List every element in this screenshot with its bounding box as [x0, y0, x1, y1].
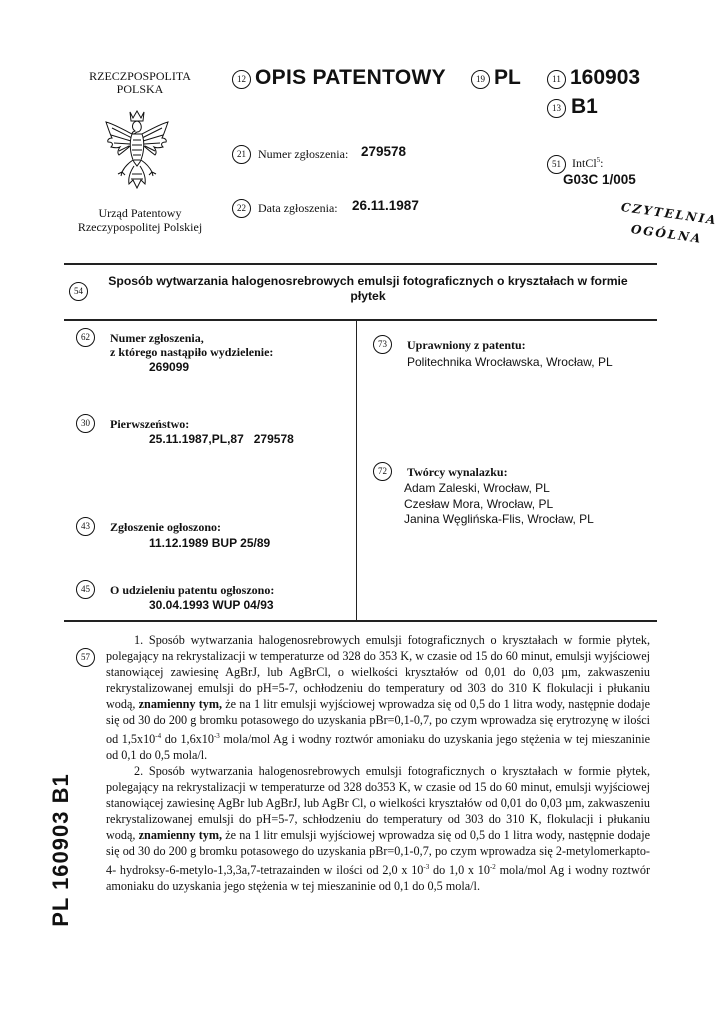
owner-value: Politechnika Wrocławska, Wrocław, PL — [407, 355, 613, 369]
division-value: 269099 — [149, 360, 190, 374]
country-line2: POLSKA — [116, 82, 164, 96]
priority-label: Pierwszeństwo: — [110, 417, 190, 431]
owner-label: Uprawniony z patentu: — [407, 338, 526, 352]
priority-value: 25.11.1987,PL,87 279578 — [149, 432, 294, 446]
application-number: 279578 — [361, 144, 407, 159]
division-label — [110, 331, 273, 359]
inid-code-19: 19 — [471, 70, 490, 89]
patent-title-line2: płytek — [350, 289, 386, 303]
claim-1-exp-2: -3 — [213, 732, 220, 740]
division-label-line1: Numer zgłoszenia, — [110, 331, 204, 345]
patent-office-name — [55, 206, 225, 234]
document-title: OPIS PATENTOWY — [255, 66, 446, 89]
granted-value: 30.04.1993 WUP 04/93 — [149, 598, 274, 612]
library-stamp-line2: OGÓLNA — [630, 222, 704, 246]
inid-code-30: 30 — [76, 414, 95, 433]
claim-1-exp-1: -4 — [155, 732, 162, 740]
inid-code-51: 51 — [547, 155, 566, 174]
application-number-label: Numer zgłoszenia: — [258, 147, 349, 161]
claim-1-text-c: do 1,6x10 — [161, 732, 214, 746]
patent-number: 160903 — [570, 66, 641, 89]
int-cl-sup: 5 — [596, 156, 601, 164]
inid-code-22: 22 — [232, 199, 251, 218]
published-label: Zgłoszenie ogłoszono: — [110, 520, 221, 534]
claim-2 — [106, 763, 650, 894]
division-label-line2: z którego nastąpiło wydzielenie: — [110, 345, 274, 359]
inventor-1: Adam Zaleski, Wrocław, PL — [404, 481, 550, 495]
side-patent-label: PL 160903 B1 — [48, 773, 73, 927]
inid-code-73: 73 — [373, 335, 392, 354]
country-code: PL — [494, 66, 521, 89]
inid-code-12: 12 — [232, 70, 251, 89]
claim-2-characterising: znamienny tym, — [138, 828, 223, 842]
inid-code-72: 72 — [373, 462, 392, 481]
granted-label: O udzieleniu patentu ogłoszono: — [110, 583, 275, 597]
published-value: 11.12.1989 BUP 25/89 — [149, 536, 271, 550]
patent-title — [98, 274, 638, 304]
claims-text — [106, 632, 650, 894]
claim-2-text-c: do 1,0 x 10 — [429, 863, 490, 877]
inventor-2: Czesław Mora, Wrocław, PL — [404, 496, 554, 511]
eagle-emblem-icon — [102, 108, 172, 192]
country-name — [70, 70, 210, 96]
claim-1-text-a: 1. Sposób wytwarzania halogenosrebrowych emulsji fotograficznych o kryształach w formie płytek, polegający na rekrystalizacji w temperaturze od 328 do 353 K, w czasie od 15 do 60 minut, emulsji wyjściowej stanowiącej zawiesinę AgBrJ, lub AgBrCl, o wielkości kryształów od 0,01 do 0,03 µm, zakwaszeniu rekrystalizowanej emulsji do pH=5-7, ochłodzeniu do temperatury od 303 do 310 K flokulacji i płukaniu wodą, — [106, 633, 650, 711]
inid-code-57: 57 — [76, 648, 95, 667]
inventor-3: Janina Węglińska-Flis, Wrocław, PL — [404, 512, 594, 526]
inid-code-45: 45 — [76, 580, 95, 599]
inid-code-13: 13 — [547, 99, 566, 118]
claim-1-characterising: znamienny tym, — [138, 697, 223, 711]
library-stamp-line1: CZYTELNIA — [620, 200, 719, 228]
divider-fields-bottom — [64, 620, 657, 622]
office-line2: Rzeczypospolitej Polskiej — [77, 220, 203, 234]
application-date: 26.11.1987 — [352, 198, 419, 213]
inid-code-43: 43 — [76, 517, 95, 536]
inid-code-21: 21 — [232, 145, 251, 164]
inid-code-54: 54 — [69, 282, 88, 301]
int-cl-text: IntCl — [572, 156, 597, 170]
divider-top — [64, 263, 657, 265]
claim-1 — [106, 632, 650, 763]
office-line1: Urząd Patentowy — [98, 206, 182, 220]
kind-code: B1 — [571, 95, 598, 118]
application-date-label: Data zgłoszenia: — [258, 201, 338, 215]
claim-2-exp-1: -3 — [423, 863, 430, 871]
claim-2-text-b: że na 1 litr emulsji wyjściowej wprowadza się od 0,5 do 1 litra wody, następnie dodaje się od 30 do 200 g bromku potasowego do uzyskania pBr=0,1-0,7, po czym wprowadza się 2-metylomerkapto-4- hydroksy-6-metylo-1,3,3a,7-tetrazainden w ilości od 2,0 x 10 — [106, 828, 650, 877]
column-separator — [356, 320, 357, 620]
claim-2-text-d: mola/mol Ag i wodny roztwór amoniaku do uzyskania jego stężenia w tej mieszaninie od 0,1 do 0,5 mola/l. — [106, 863, 651, 893]
int-cl-colon: : — [600, 156, 604, 170]
claim-1-text-d: mola/mol Ag i wodny roztwór amoniaku do uzyskania jego stężenia w tej mieszaninie od 0,1 do 0,5 mola/l. — [106, 732, 650, 762]
int-cl-label — [572, 156, 604, 171]
claim-2-text-a: 2. Sposób wytwarzania halogenosrebrowych emulsji fotograficznych o kryształach w formie płytek, polegający na rekrystalizacji w temperaturze od 328 do353 K, w czasie od 15 do 60 minut, emulsji wyjściowej stanowiącej zawiesinę AgBr lub AgBrJ, lub AgBr Cl, o wielkości kryształów od 0,01 do 0,03 µm, zakwaszeniu rekrystalizowanej emulsji do pH=5-7, schłodzeniu do temperatury od 303 do 310 K, flokulacji i płukaniu wodą, — [106, 764, 650, 842]
country-line1: RZECZPOSPOLITA — [89, 69, 191, 83]
inventors-label: Twórcy wynalazku: — [407, 465, 508, 479]
inventors-list — [404, 481, 594, 528]
inid-code-11: 11 — [547, 70, 566, 89]
claim-2-exp-2: -2 — [489, 863, 496, 871]
claim-1-text-b: że na 1 litr emulsji wyjściowej wprowadza się od 0,5 do 1 litra wody, następnie dodaje się od 30 do 200 g bromku potasowego do uzyskania pBr=0,1-0,7, po czym wprowadza się erytrozynę w ilości od 1,5x10 — [106, 697, 650, 746]
divider-title-bottom — [64, 319, 657, 321]
patent-title-line1: Sposób wytwarzania halogenosrebrowych emulsji fotograficznych o kryształach w formie — [108, 274, 628, 288]
int-cl-value: G03C 1/005 — [563, 172, 636, 187]
inid-code-62: 62 — [76, 328, 95, 347]
